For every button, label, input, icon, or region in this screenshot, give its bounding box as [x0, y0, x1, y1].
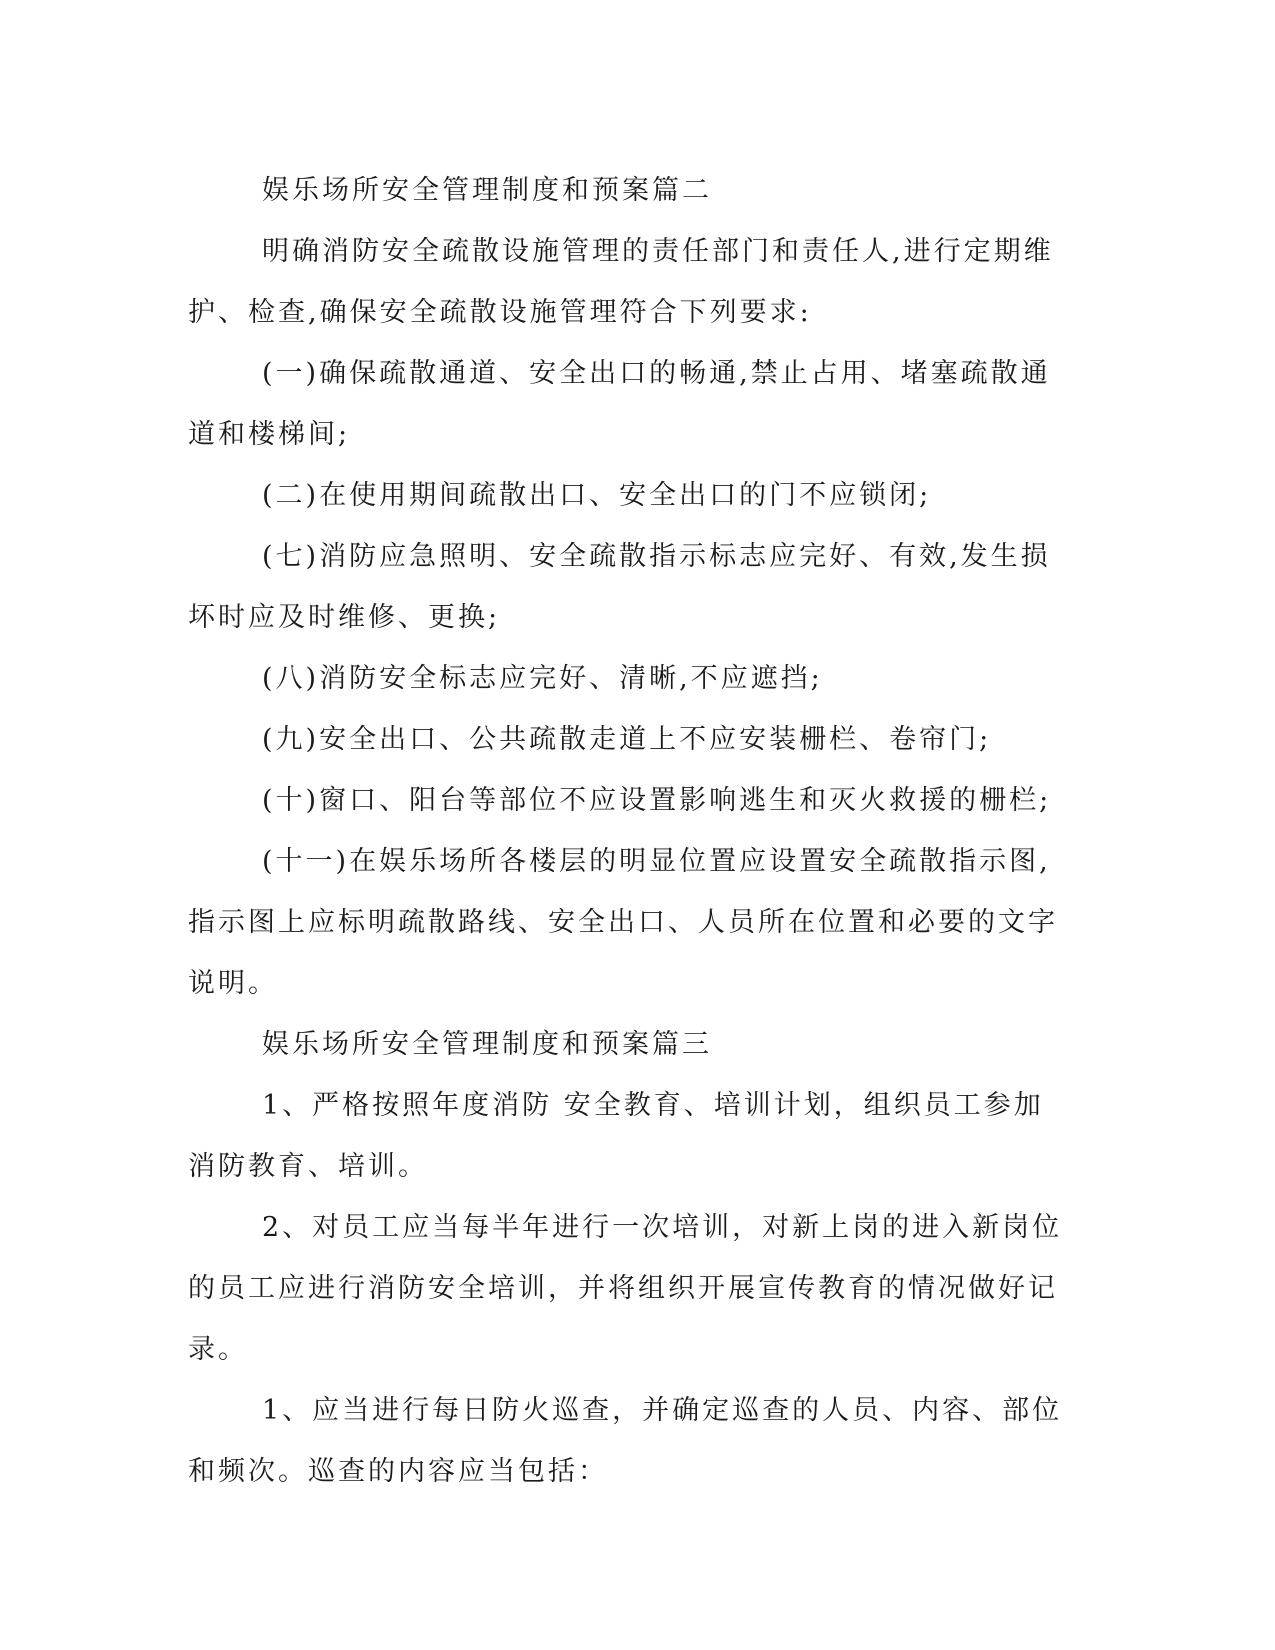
list-item-2: (二)在使用期间疏散出口、安全出口的门不应锁闭; [262, 480, 932, 511]
document-body [188, 160, 1068, 1502]
list-item-10: (十)窗口、阳台等部位不应设置影响逃生和灭火救援的栅栏; [262, 785, 1052, 816]
paragraph-daily-inspection: 1、应当进行每日防火巡查，并确定巡查的人员、内容、部位和频次。巡查的内容应当包括： [188, 1395, 1063, 1487]
section-heading-part-three: 娱乐场所安全管理制度和预案篇三 [262, 1029, 712, 1060]
paragraph-semiannual-training: 2、对员工应当每半年进行一次培训，对新上岗的进入新岗位的员工应进行消防安全培训，并将组织开展宣传教育的情况做好记录。 [188, 1212, 1063, 1365]
paragraph-evacuation-responsibility: 明确消防安全疏散设施管理的责任部门和责任人,进行定期维护、检查,确保安全疏散设施管理符合下列要求: [188, 236, 1054, 328]
paragraph-training-plan: 1、严格按照年度消防 安全教育、培训计划，组织员工参加消防教育、培训。 [188, 1090, 1044, 1182]
list-item-11: (十一)在娱乐场所各楼层的明显位置应设置安全疏散指示图,指示图上应标明疏散路线、安全出口、人员所在位置和必要的文字说明。 [188, 846, 1058, 999]
list-item-1: (一)确保疏散通道、安全出口的畅通,禁止占用、堵塞疏散通道和楼梯间; [188, 358, 1051, 450]
list-item-7: (七)消防应急照明、安全疏散指示标志应完好、有效,发生损坏时应及时维修、更换; [188, 541, 1051, 633]
section-heading-part-two: 娱乐场所安全管理制度和预案篇二 [262, 175, 712, 206]
list-item-8: (八)消防安全标志应完好、清晰,不应遮挡; [262, 663, 823, 694]
list-item-9: (九)安全出口、公共疏散走道上不应安装栅栏、卷帘门; [262, 724, 992, 755]
